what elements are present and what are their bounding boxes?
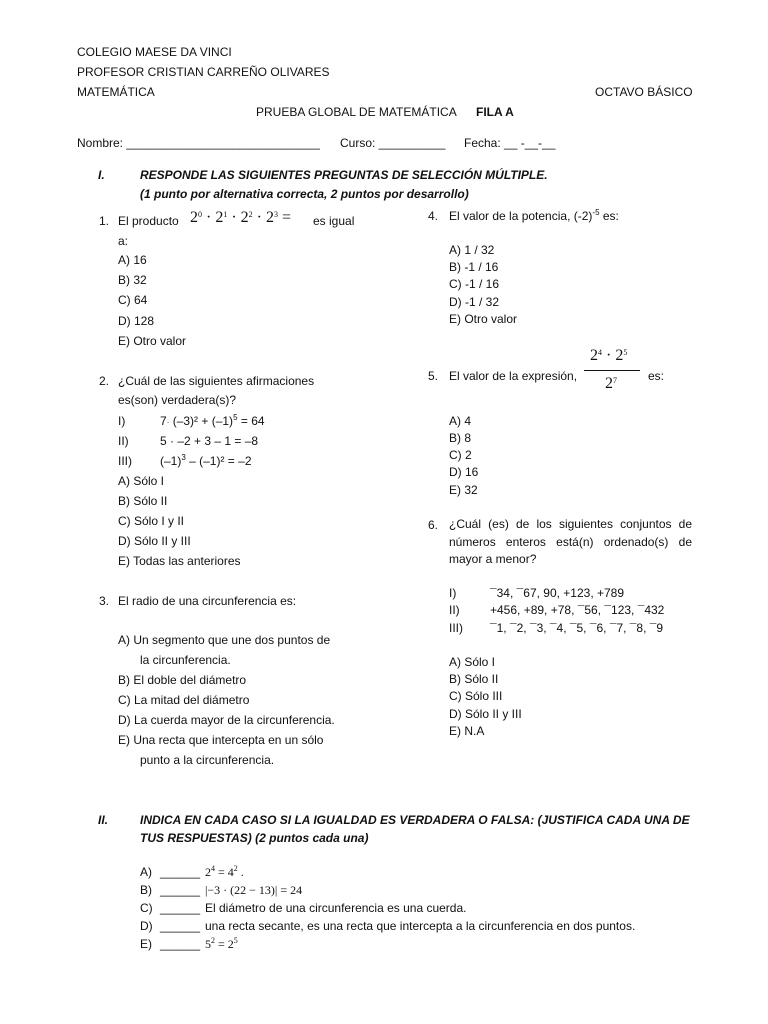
- item-equation: $5^2 = 2^5$: [205, 936, 238, 951]
- question-text: El producto: [118, 214, 179, 228]
- answer-blank[interactable]: ______: [160, 865, 201, 879]
- answer-blank[interactable]: ______: [160, 883, 201, 897]
- grade: OCTAVO BÁSICO: [595, 85, 693, 99]
- option-d[interactable]: D) 128: [118, 314, 155, 328]
- date-field[interactable]: Fecha: __ -__-__: [464, 136, 556, 150]
- option-e[interactable]: E) Otro valor: [118, 334, 187, 348]
- option-a[interactable]: A) 4: [449, 414, 472, 428]
- statement-1: $7\cdot (-3)^2 + (-1)^5 = 64$: [160, 413, 265, 428]
- product-expression: $2^0 \cdot 2^1 \cdot 2^2 \cdot 2^3$ =: [190, 209, 292, 226]
- option-c[interactable]: C) La mitad del diámetro: [118, 693, 250, 707]
- question-text: El valor de la expresión,: [449, 369, 578, 383]
- option-a[interactable]: A) Sólo I: [118, 474, 165, 488]
- option-c[interactable]: C) Sólo III: [449, 689, 503, 703]
- option-a-cont: la circunferencia.: [140, 653, 231, 667]
- question-text-end: es igual: [313, 214, 355, 228]
- fraction-denominator: $2^7$: [605, 375, 617, 392]
- section-2-title: INDICA EN CADA CASO SI LA IGUALDAD ES VERDADERA O FALSA: (JUSTIFICA CADA UNA DE: [140, 813, 690, 827]
- option-e[interactable]: E) N.A: [449, 724, 485, 738]
- option-e[interactable]: E) Todas las anteriores: [118, 554, 241, 568]
- exam-title: PRUEBA GLOBAL DE MATEMÁTICA: [256, 105, 457, 119]
- option-d[interactable]: D) -1 / 32: [449, 295, 500, 309]
- option-b[interactable]: B) El doble del diámetro: [118, 673, 247, 687]
- option-e[interactable]: E) Una recta que intercepta en un sólo: [118, 733, 324, 747]
- question-text: El valor de la potencia, $(-2)^{-5}$ es:: [449, 208, 619, 223]
- exam-row: FILA A: [476, 105, 514, 119]
- section-1-title: RESPONDE LAS SIGUIENTES PREGUNTAS DE SELECCIÓN MÚLTIPLE.: [140, 168, 548, 182]
- item-equation: $2^4 = 4^2$ .: [205, 864, 244, 879]
- option-b[interactable]: B) Sólo II: [118, 494, 168, 508]
- fraction-bar: [584, 370, 640, 371]
- question-text: El radio de una circunferencia es:: [118, 594, 297, 608]
- option-c[interactable]: C) 2: [449, 448, 472, 462]
- option-e[interactable]: E) 32: [449, 483, 478, 497]
- statement-label-1: I): [118, 414, 126, 428]
- fraction-numerator: $2^4 \cdot 2^5$: [590, 347, 628, 364]
- option-b[interactable]: B) Sólo II: [449, 672, 499, 686]
- item-label: A): [140, 865, 152, 879]
- item-label: B): [140, 883, 152, 897]
- question-number: 2.: [99, 374, 110, 388]
- option-b[interactable]: B) 8: [449, 431, 472, 445]
- question-number: 1.: [99, 214, 110, 228]
- section-1-subtitle: (1 punto por alternativa correcta, 2 puntos por desarrollo): [140, 187, 469, 201]
- set-3: ¯1, ¯2, ¯3, ¯4, ¯5, ¯6, ¯7, ¯8, ¯9: [490, 621, 664, 635]
- item-text: una recta secante, es una recta que intercepta a la circunferencia en dos puntos.: [205, 919, 636, 933]
- name-field[interactable]: Nombre: _____________________________: [77, 136, 320, 150]
- question-number: 5.: [428, 369, 439, 383]
- item-label: E): [140, 937, 152, 951]
- option-c[interactable]: C) Sólo I y II: [118, 514, 185, 528]
- option-d[interactable]: D) Sólo II y III: [449, 707, 522, 721]
- section-2-number: II.: [98, 813, 109, 827]
- item-label: C): [140, 901, 153, 915]
- option-d[interactable]: D) Sólo II y III: [118, 534, 191, 548]
- option-a[interactable]: A) 1 / 32: [449, 243, 495, 257]
- option-e[interactable]: E) Otro valor: [449, 312, 518, 326]
- question-text: ¿Cuál (es) de los siguientes conjuntos de números enteros está(n) ordenado(s) de mayor a menor?: [449, 517, 692, 566]
- option-a[interactable]: A) Sólo I: [449, 655, 496, 669]
- school-name: COLEGIO MAESE DA VINCI: [77, 45, 232, 59]
- section-2-title-cont: TUS RESPUESTAS) (2 puntos cada una): [140, 831, 369, 845]
- option-b[interactable]: B) 32: [118, 273, 147, 287]
- item-text: El diámetro de una circunferencia es una cuerda.: [205, 901, 467, 915]
- statement-label-3: III): [118, 454, 132, 468]
- option-a[interactable]: A) 16: [118, 253, 147, 267]
- option-e-cont: punto a la circunferencia.: [140, 753, 275, 767]
- item-equation: |−3 · (22 − 13)| = 24: [205, 883, 303, 897]
- option-a[interactable]: A) Un segmento que une dos puntos de: [118, 633, 331, 647]
- section-1-number: I.: [98, 168, 105, 182]
- option-d[interactable]: D) La cuerda mayor de la circunferencia.: [118, 713, 335, 727]
- set-1: ¯34, ¯67, 90, +123, +789: [490, 586, 625, 600]
- set-label-2: II): [449, 603, 460, 617]
- question-text: ¿Cuál de las siguientes afirmaciones: [118, 374, 315, 388]
- set-label-1: I): [449, 586, 457, 600]
- subject: MATEMÁTICA: [77, 85, 155, 99]
- set-2: +456, +89, +78, ¯56, ¯123, ¯432: [490, 603, 665, 617]
- option-c[interactable]: C) -1 / 16: [449, 277, 500, 291]
- option-d[interactable]: D) 16: [449, 465, 479, 479]
- question-text-cont: es(son) verdadera(s)?: [118, 393, 237, 407]
- question-number: 6.: [428, 518, 439, 532]
- question-text-cont: a:: [118, 234, 129, 248]
- answer-blank[interactable]: ______: [160, 919, 201, 933]
- course-field[interactable]: Curso: __________: [340, 136, 446, 150]
- question-number: 4.: [428, 209, 439, 223]
- option-c[interactable]: C) 64: [118, 293, 148, 307]
- statement-3: $(-1)^3 - (-1)^2 = -2$: [160, 453, 252, 468]
- statement-2: 5 · –2 + 3 – 1 = –8: [160, 434, 259, 448]
- set-label-3: III): [449, 621, 463, 635]
- item-label: D): [140, 919, 153, 933]
- teacher-name: PROFESOR CRISTIAN CARREÑO OLIVARES: [77, 65, 330, 79]
- answer-blank[interactable]: ______: [160, 937, 201, 951]
- question-text-end: es:: [648, 369, 665, 383]
- question-number: 3.: [99, 594, 110, 608]
- answer-blank[interactable]: ______: [160, 901, 201, 915]
- statement-label-2: II): [118, 434, 129, 448]
- option-b[interactable]: B) -1 / 16: [449, 260, 499, 274]
